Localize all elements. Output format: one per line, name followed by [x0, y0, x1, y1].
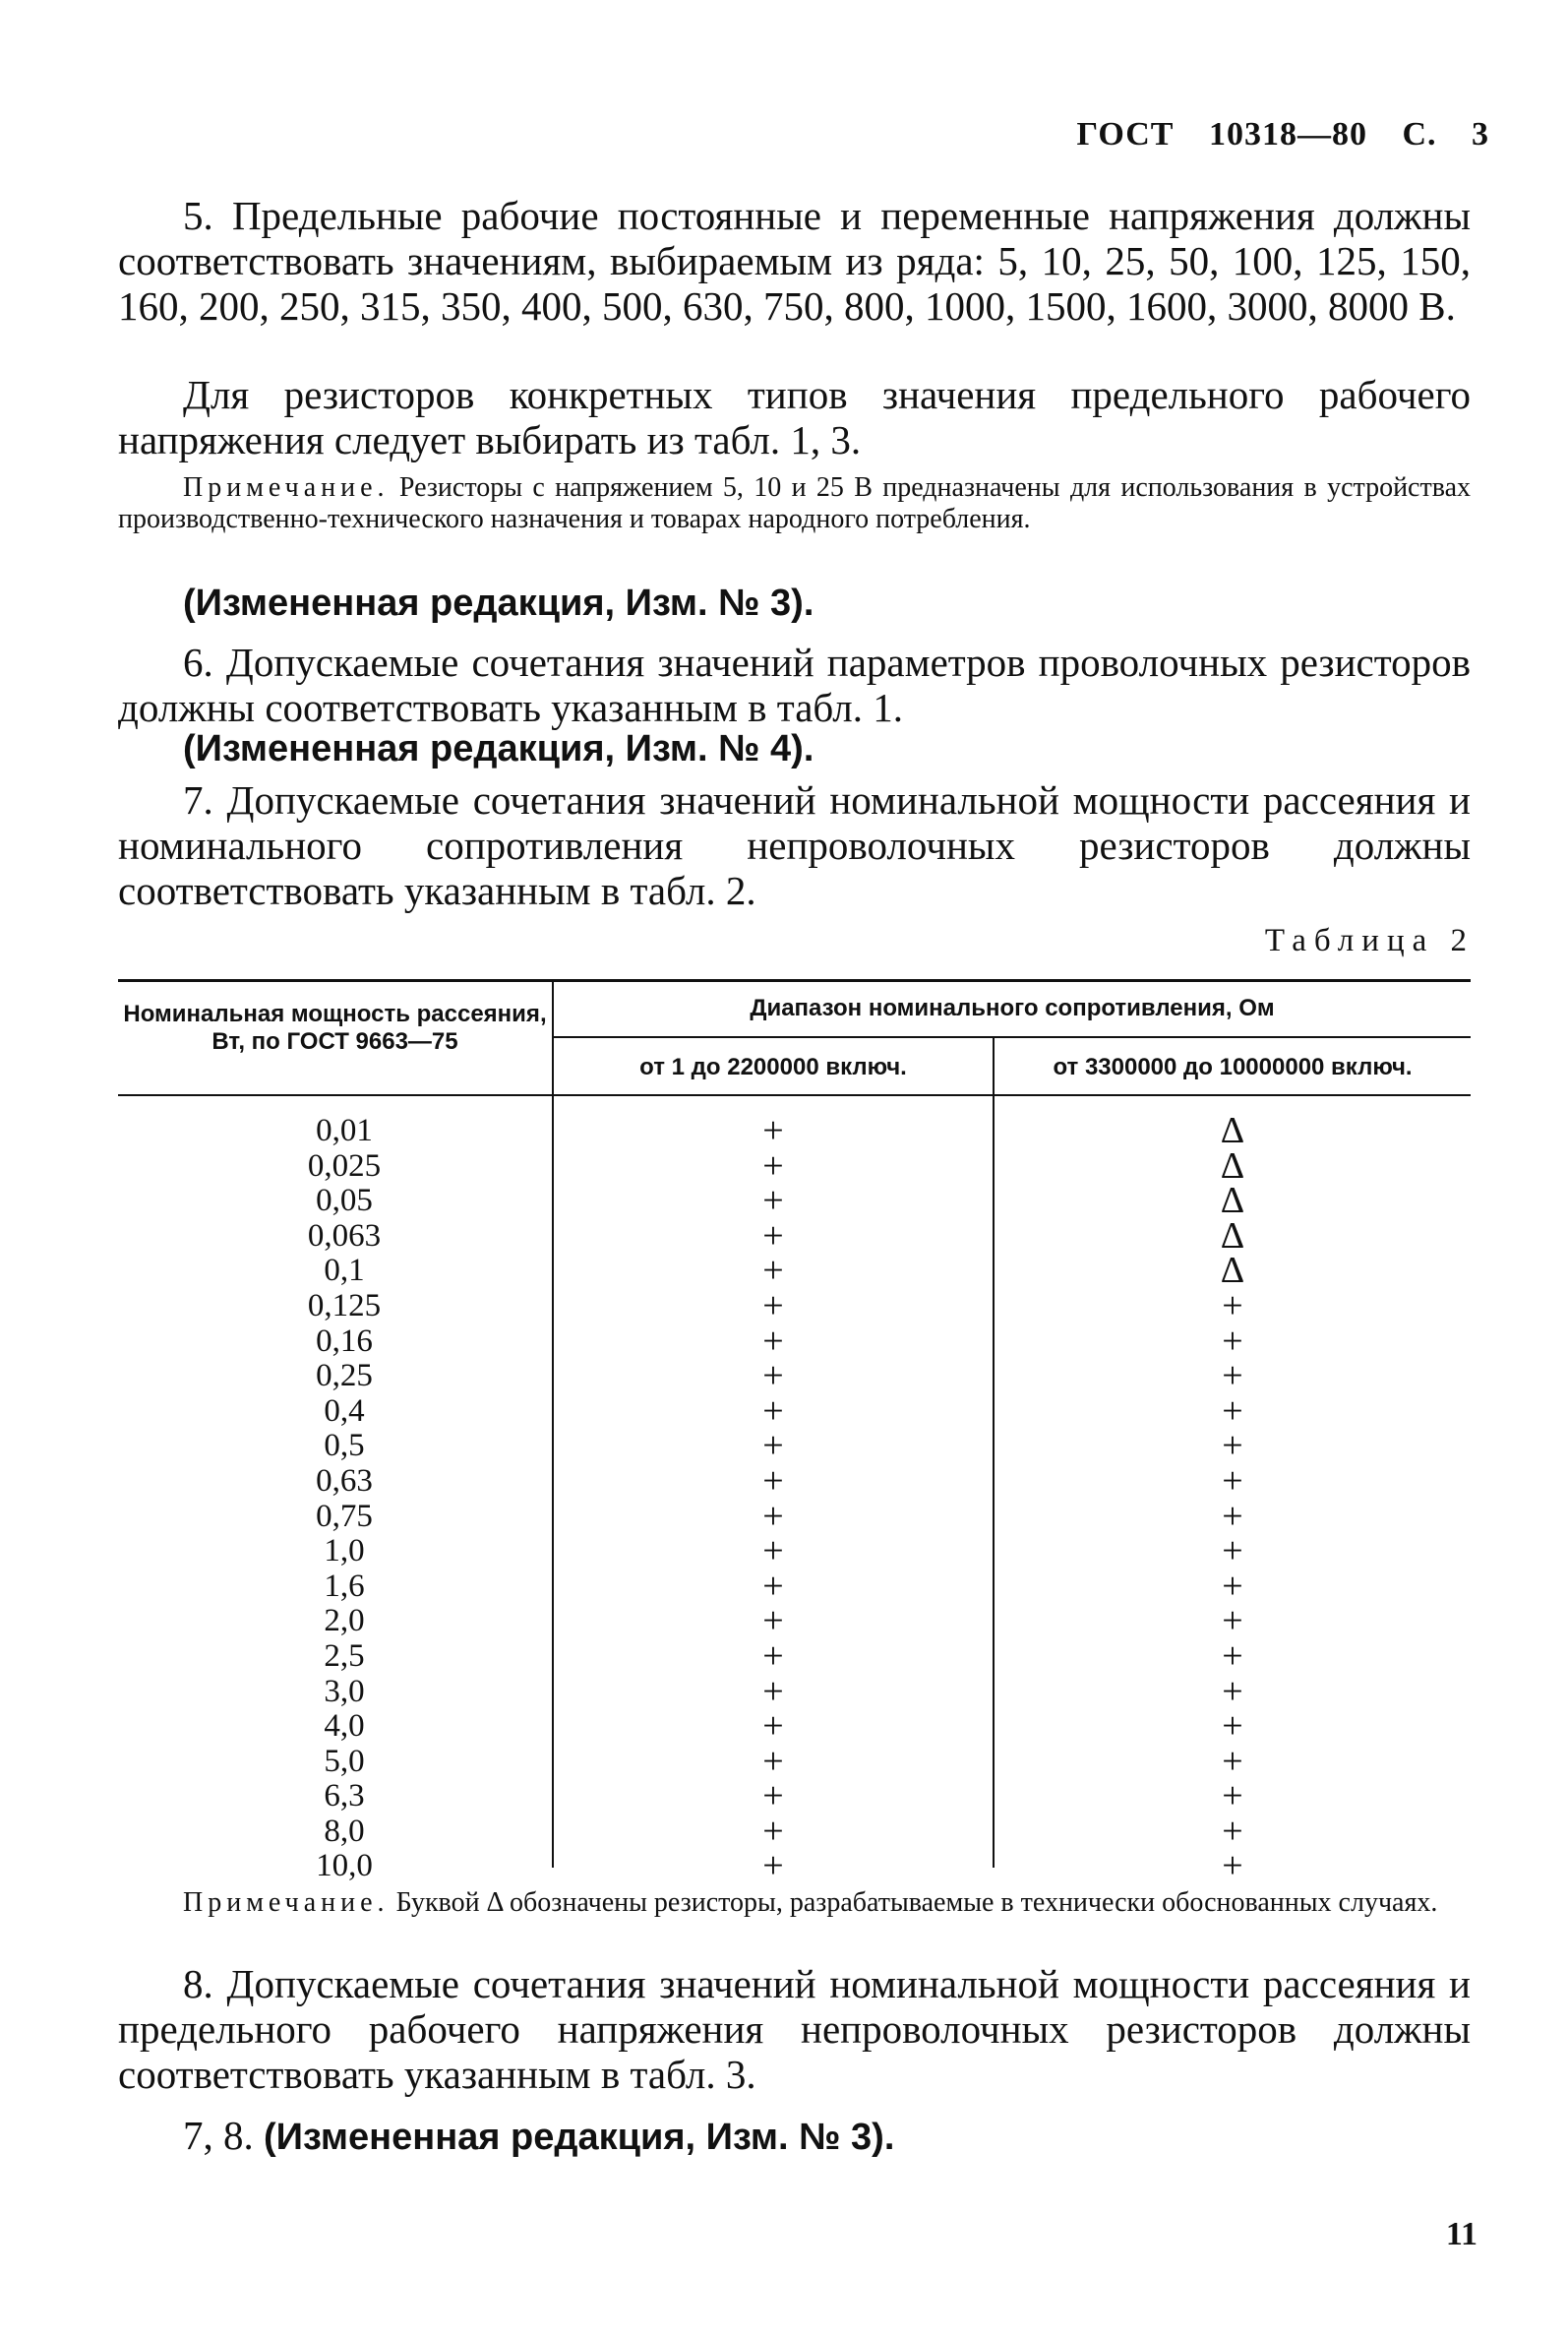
col-1-mark: +	[762, 1425, 784, 1467]
col-2-mark: Δ	[1220, 1214, 1245, 1257]
col-1-mark: +	[762, 1565, 784, 1607]
amendment-2: (Измененная редакция, Изм. № 4).	[183, 728, 814, 769]
col-1-mark: +	[762, 1389, 784, 1432]
power-value: 5,0	[324, 1743, 365, 1779]
page-header	[1077, 116, 1489, 154]
col-2-mark: +	[1222, 1810, 1243, 1852]
table-body	[118, 1110, 1471, 1887]
power-value: 0,75	[316, 1498, 373, 1534]
col-2-mark: +	[1222, 1845, 1243, 1887]
table-row	[118, 1810, 1471, 1852]
power-value: 2,5	[324, 1637, 365, 1674]
table-row	[118, 1320, 1471, 1362]
col-1-mark: +	[762, 1670, 784, 1712]
power-value: 0,63	[316, 1462, 373, 1499]
paragraph-8: 8. Допускаемые сочетания значений номинальной мощности рассеяния и предельного рабочего напряжения непроволочных резисторов должны соответствовать указанным в табл. 3.	[118, 1961, 1471, 2097]
paragraph-6: 6. Допускаемые сочетания значений параметров проволочных резисторов должны соответствовать указанным в табл. 1.	[118, 640, 1471, 730]
paragraph-5: 5. Предельные рабочие постоянные и переменные напряжения должны соответствовать значениям, выбираемым из ряда: 5, 10, 25, 50, 100, 125, 150, 160, 200, 250, 315, 350, 400, 500, 630, 750, 800, 1000, 1500, 1600, 3000, 8000 В.	[118, 193, 1471, 329]
power-value: 6,3	[324, 1778, 365, 1814]
header-col-2: от 3300000 до 10000000 включ.	[1053, 1054, 1413, 1080]
amendment-3	[183, 2112, 894, 2159]
header-range: Диапазон номинального сопротивления, Ом	[750, 995, 1275, 1021]
table-subheader-rule	[554, 1036, 1471, 1038]
power-value: 0,4	[324, 1392, 365, 1429]
table-row	[118, 1355, 1471, 1397]
table-row	[118, 1214, 1471, 1257]
col-2-mark: +	[1222, 1284, 1243, 1326]
amendment-3-prefix: 7, 8.	[183, 2113, 264, 2158]
col-1-mark: +	[762, 1705, 784, 1748]
power-value: 0,125	[307, 1287, 382, 1323]
power-value: 0,01	[316, 1113, 373, 1148]
power-value: 0,05	[316, 1183, 373, 1219]
header-power: Номинальная мощность рассеяния, Вт, по ГОСТ 9663—75	[123, 1001, 547, 1055]
col-2-mark: Δ	[1220, 1250, 1245, 1292]
table-row	[118, 1144, 1471, 1187]
col-1-mark: +	[762, 1459, 784, 1502]
header-page-label: С.	[1402, 116, 1437, 153]
table-header-rule	[118, 1094, 1471, 1096]
paragraph-7: 7. Допускаемые сочетания значений номинальной мощности рассеяния и номинального сопротивления непроволочных резисторов должны соответствовать указанным в табл. 2.	[118, 777, 1471, 913]
table-row	[118, 1180, 1471, 1222]
note-1-text: Резисторы с напряжением 5, 10 и 25 В предназначены для использования в устройствах производственно-технического назначения и товарах народного потребления.	[118, 472, 1471, 534]
power-value: 1,0	[324, 1533, 365, 1569]
col-1-mark: +	[762, 1600, 784, 1642]
note-1-label: Примечание.	[183, 472, 390, 503]
power-value: 0,16	[316, 1322, 373, 1359]
amendment-3-text: (Измененная редакция, Изм. № 3).	[264, 2117, 895, 2158]
table-row	[118, 1565, 1471, 1607]
table-row	[118, 1740, 1471, 1782]
col-2-mark: +	[1222, 1565, 1243, 1607]
col-2-mark: +	[1222, 1495, 1243, 1537]
paragraph-5-continued: Для резисторов конкретных типов значения предельного рабочего напряжения следует выбирать из табл. 1, 3.	[118, 372, 1471, 462]
col-1-mark: +	[762, 1775, 784, 1817]
table-row	[118, 1705, 1471, 1748]
power-value: 0,025	[307, 1147, 382, 1184]
note-2-text: Буквой Δ обозначены резисторы, разрабатываемые в технически обоснованных случаях.	[389, 1887, 1438, 1918]
col-1-mark: +	[762, 1180, 784, 1222]
table-row	[118, 1845, 1471, 1887]
power-value: 4,0	[324, 1708, 365, 1745]
col-2-mark: +	[1222, 1775, 1243, 1817]
table-row	[118, 1670, 1471, 1712]
table-caption: Таблица 2	[1264, 923, 1475, 958]
header-number: 10318—80	[1208, 116, 1367, 153]
col-2-mark: Δ	[1220, 1110, 1245, 1151]
col-1-mark: +	[762, 1320, 784, 1362]
col-1-mark: +	[762, 1355, 784, 1397]
col-1-mark: +	[762, 1214, 784, 1257]
col-2-mark: +	[1222, 1355, 1243, 1397]
header-page: 3	[1472, 116, 1489, 153]
col-1-mark: +	[762, 1845, 784, 1887]
table-row	[118, 1389, 1471, 1432]
table-row	[118, 1250, 1471, 1292]
col-2-mark: +	[1222, 1634, 1243, 1677]
col-2-mark: Δ	[1220, 1144, 1245, 1187]
table-row	[118, 1425, 1471, 1467]
col-1-mark: +	[762, 1634, 784, 1677]
table-2	[118, 979, 1471, 1887]
table-row	[118, 1284, 1471, 1326]
col-1-mark: +	[762, 1250, 784, 1292]
table-row	[118, 1459, 1471, 1502]
col-2-mark: +	[1222, 1320, 1243, 1362]
table-row	[118, 1634, 1471, 1677]
power-value: 0,5	[324, 1428, 365, 1464]
col-2-mark: Δ	[1220, 1180, 1245, 1222]
note-2	[118, 1887, 1471, 1919]
power-value: 8,0	[324, 1813, 365, 1849]
note-2-label: Примечание.	[183, 1887, 390, 1918]
note-1	[118, 472, 1471, 535]
header-doc: ГОСТ	[1076, 116, 1175, 153]
col-2-mark: +	[1222, 1705, 1243, 1748]
col-1-mark: +	[762, 1740, 784, 1782]
table-top-rule	[118, 979, 1471, 982]
col-2-mark: +	[1222, 1425, 1243, 1467]
col-2-mark: +	[1222, 1670, 1243, 1712]
footer-page-number: 11	[1445, 2216, 1478, 2252]
power-value: 0,25	[316, 1358, 373, 1394]
power-value: 2,0	[324, 1603, 365, 1639]
table-row	[118, 1110, 1471, 1151]
table-row	[118, 1600, 1471, 1642]
power-value: 10,0	[316, 1848, 373, 1884]
col-1-mark: +	[762, 1810, 784, 1852]
table-row	[118, 1775, 1471, 1817]
col-1-mark: +	[762, 1284, 784, 1326]
col-2-mark: +	[1222, 1459, 1243, 1502]
col-2-mark: +	[1222, 1530, 1243, 1572]
table-row	[118, 1495, 1471, 1537]
col-1-mark: +	[762, 1495, 784, 1537]
col-2-mark: +	[1222, 1389, 1243, 1432]
col-2-mark: +	[1222, 1740, 1243, 1782]
header-col-1: от 1 до 2200000 включ.	[639, 1054, 907, 1080]
power-value: 0,063	[307, 1217, 382, 1254]
col-1-mark: +	[762, 1110, 784, 1151]
table-row	[118, 1530, 1471, 1572]
col-2-mark: +	[1222, 1600, 1243, 1642]
col-1-mark: +	[762, 1144, 784, 1187]
power-value: 3,0	[324, 1673, 365, 1709]
col-1-mark: +	[762, 1530, 784, 1572]
power-value: 1,6	[324, 1568, 365, 1604]
amendment-1: (Измененная редакция, Изм. № 3).	[183, 583, 814, 624]
power-value: 0,1	[324, 1253, 365, 1289]
